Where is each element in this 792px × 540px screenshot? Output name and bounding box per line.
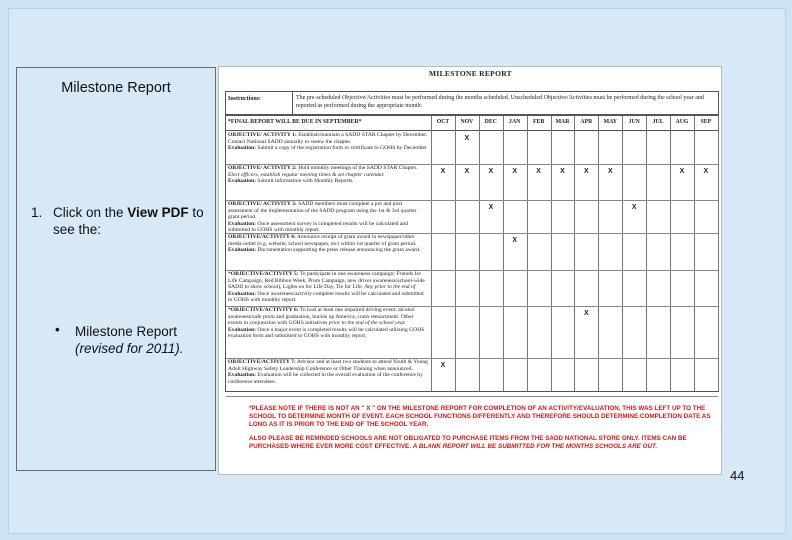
grid-column-line [503, 116, 504, 391]
month-header-mar: MAR [555, 119, 570, 125]
x-mark: X [584, 310, 589, 317]
x-mark: X [703, 168, 709, 175]
grid-row-line [226, 396, 718, 397]
evaluation-label: Evaluation: [228, 178, 256, 185]
month-header-sep: SEP [700, 119, 712, 125]
evaluation-text: Documentation supporting the press release announcing the grant award. [257, 247, 421, 254]
left-panel [16, 67, 216, 471]
grid-column-line [574, 116, 575, 391]
slide-title: Milestone Report [61, 80, 171, 96]
activity-label: OBJECTIVE/ ACTIVITY 2: [228, 165, 297, 171]
activity-text: SADD members must complete a pre and post assessment of the implementation of the SADD program using the 1st & 3rd quarter grant period. [228, 201, 417, 221]
page-number: 44 [730, 468, 745, 483]
grid-column-line [455, 116, 456, 391]
bullet-icon: • [55, 322, 60, 337]
x-mark: X [631, 204, 637, 211]
grid-column-line [551, 116, 552, 391]
evaluation-text: Submit a copy of the registration form or certificate to GOHS by December [257, 145, 427, 152]
evaluation-text: Once awareness/activity complete results will be calculated and submitted to GOHS with monthly report. [228, 290, 424, 304]
evaluation-text: Once a major event is completed results will be calculated utilizing GOHS evaluation form and submitted to GOHS with monthly report. [228, 326, 425, 340]
activity-row-3 [228, 201, 428, 232]
activity-text: To host at least one impaired driving event: alcohol awareness/safe prom and graduation, buckle up America, crash reenactment. Other events in conjunction with GOHS initiatives [228, 307, 415, 327]
bullet-item [55, 323, 215, 357]
activity-row-4 [228, 234, 428, 269]
activity-label: OBJECTIVE/ ACTIVITY 3: [228, 201, 297, 207]
month-header-may: MAY [603, 119, 617, 125]
month-header-oct: OCT [436, 119, 450, 125]
month-header-dec: DEC [484, 119, 497, 125]
x-mark: X [464, 168, 470, 175]
month-header-apr: APR [580, 119, 593, 125]
milestone-report-document [218, 66, 722, 475]
evaluation-label: Evaluation: [228, 247, 256, 254]
activity-row-2 [228, 165, 428, 199]
x-mark: X [679, 168, 685, 175]
x-mark: X [440, 362, 446, 369]
bullet-text: Milestone Report [75, 324, 178, 339]
document-title: MILESTONE REPORT [429, 69, 512, 78]
activity-label: *OBJECTIVE/ACTIVITY 5: [228, 271, 299, 277]
divider [292, 92, 293, 114]
activity-label: *OBJECTIVE/ACTIVITY 6: [228, 307, 299, 313]
evaluation-label: Evaluation: [228, 220, 256, 227]
x-mark: X [440, 168, 446, 175]
activity-text: Establish/maintain a SADD STAR Chapter by December. Contact National SADD annually to renew the chapter. [228, 132, 428, 145]
activity-text: Hold monthly meetings of the SADD STAR Chapter. [298, 165, 418, 171]
month-header-jun: JUN [628, 119, 640, 125]
note-1: *PLEASE NOTE IF THERE IS NOT AN " X " ON THE MILESTONE REPORT FOR COMPLETION OF AN ACTIVITY/EVALUATION, THIS WAS LEFT UP TO THE SCHOOL TO DETERMINE MONTH OF EVENT. EACH SCHOOL FUNCTIONS DIFFERENTLY AND THEREFORE SHOULD DETERMINE COMPLETION DATE AS LONG AS IT IS PRIOR TO THE END OF THE SCHOOL YEAR. [249, 405, 711, 428]
evaluation-label: Evaluation: [228, 290, 256, 297]
activity-italic: Elect officers, establish regular meeting times & set chapter calendar. [228, 171, 385, 178]
month-header-jul: JUL [652, 119, 664, 125]
note-2 [249, 435, 714, 451]
milestone-grid [225, 115, 719, 392]
grid-column-line [527, 116, 528, 391]
activity-text: Advisor and at least two students to attend Youth & Young Adult Highway Safety Leadership Conference or Other Training when announced. [228, 359, 428, 372]
activity-row-6 [228, 307, 428, 357]
instructions-text: The pre-scheduled Objective/Activities must be performed during the months scheduled. Unscheduled Objective/Activities must be performed during the school year and reported as performed during the appropriate month. [296, 95, 704, 109]
instructions-row [225, 91, 719, 115]
grid-column-line [622, 116, 623, 391]
evaluation-label: Evaluation: [228, 372, 256, 379]
header-label: *FINAL REPORT WILL BE DUE IN SEPTEMBER* [228, 119, 362, 125]
month-header-jan: JAN [509, 119, 521, 125]
month-header-nov: NOV [460, 119, 474, 125]
view-pdf-label: View PDF [127, 205, 189, 220]
grid-column-line [431, 116, 432, 391]
bullet-italic: (revised for 2011). [75, 341, 184, 356]
instruction-prefix: Click on the [53, 205, 128, 220]
activity-row-1 [228, 132, 428, 163]
grid-column-line [694, 116, 695, 391]
activity-row-5 [228, 271, 428, 305]
evaluation-text: Once assessment survey is completed results will be calculated and submitted to GOHS with monthly report. [228, 220, 408, 232]
activity-text: Announce receipt of grant award in newspaper/other media outlet (e.g. website, school newspaper, etc) within 1st quarter of grant period. [228, 234, 417, 247]
evaluation-label: Evaluation: [228, 326, 256, 333]
activity-italic: prior to the end of the school year. [328, 320, 406, 327]
grid-column-line [718, 116, 719, 391]
grid-column-line [479, 116, 480, 391]
evaluation-text: Evaluation will be collected in the overall evaluation of the conference by conference attendees. [228, 372, 423, 385]
activity-text: To participate in one awareness campaign: Friends for Life Campaign, Red Ribbon Week, Prom Campaign, new driver awareness/school-wide SADD to show school), Lights on for Life Day, Tie for Life. [228, 271, 425, 291]
grid-column-line [670, 116, 671, 391]
activity-label: OBJECTIVE/ACTIVITY 7: [228, 359, 296, 365]
note-2-italic: A BLANK REPORT WILL BE SUBMITTED FOR THE MONTHS SCHOOLS ARE OUT. [412, 443, 658, 450]
x-mark: X [560, 168, 565, 175]
activity-label: OBJECTIVE/ACTIVITY 4: [228, 234, 296, 240]
x-mark: X [512, 237, 518, 244]
x-mark: X [584, 168, 589, 175]
activity-label: OBJECTIVE/ ACTIVITY 1: [228, 132, 297, 138]
x-mark: X [536, 168, 541, 175]
evaluation-label: Evaluation: [228, 145, 256, 152]
month-header-aug: AUG [675, 119, 689, 125]
x-mark: X [488, 168, 494, 175]
instructions-label: Instructions: [228, 96, 262, 102]
instruction-suffix: to see the: [53, 205, 204, 237]
evaluation-text: Submit information with Monthly Reports. [257, 178, 354, 185]
x-mark: X [607, 168, 613, 175]
x-mark: X [512, 168, 518, 175]
instruction-text [31, 204, 211, 238]
activity-italic: Any prior to the end of [364, 284, 416, 291]
grid-column-line [646, 116, 647, 391]
x-mark: X [488, 204, 494, 211]
activity-row-7 [228, 359, 428, 395]
instruction-number: 1. [31, 205, 43, 220]
notes-block [249, 405, 714, 457]
note-2-main: ALSO PLEASE BE REMINDED SCHOOLS ARE NOT OBLIGATED TO PURCHASE ITEMS FROM THE SADD NATIONAL STORE ONLY. ITEMS CAN BE PURCHASED WHERE EVER MORE COST EFFECTIVE. [249, 435, 687, 450]
month-header-feb: FEB [532, 119, 545, 125]
x-mark: X [464, 135, 470, 142]
grid-column-line [598, 116, 599, 391]
